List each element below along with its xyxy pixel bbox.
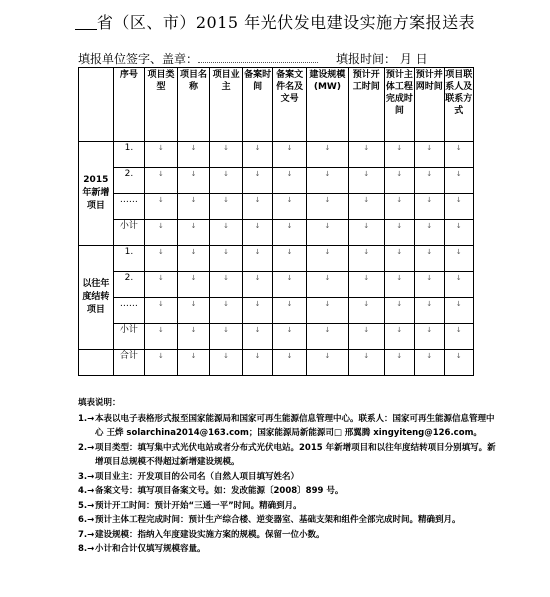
table-cell[interactable]: [306, 272, 348, 298]
table-cell[interactable]: [242, 168, 272, 194]
return-mark: ↓: [455, 352, 462, 360]
return-mark: ↓: [455, 144, 462, 152]
return-mark: ↓: [254, 352, 261, 360]
note-number: 7.→: [78, 529, 95, 540]
form-meta: [78, 50, 478, 67]
title-text: 省（区、市）2015 年光伏发电建设实施方案报送表: [96, 13, 476, 32]
table-row: [79, 142, 474, 168]
return-mark: ↓: [190, 248, 197, 256]
table-cell[interactable]: [348, 142, 384, 168]
table-cell[interactable]: [273, 142, 307, 168]
table-cell[interactable]: [145, 220, 178, 246]
table-cell[interactable]: [444, 324, 474, 350]
table-cell[interactable]: [306, 220, 348, 246]
table-cell[interactable]: [273, 194, 307, 220]
table-cell[interactable]: [348, 246, 384, 272]
return-mark: ↓: [286, 352, 293, 360]
column-header: 项目业主: [210, 68, 243, 142]
return-mark: ↓: [396, 144, 403, 152]
table-cell[interactable]: [242, 272, 272, 298]
return-mark: ↓: [223, 300, 230, 308]
return-mark: ↓: [286, 222, 293, 230]
note-number: 5.→: [78, 500, 95, 511]
table-row: [79, 324, 474, 350]
page-title: [0, 10, 550, 33]
return-mark: ↓: [286, 248, 293, 256]
column-header: [79, 68, 114, 142]
return-mark: ↓: [223, 196, 230, 204]
return-mark: ↓: [455, 248, 462, 256]
notes-list: [78, 412, 498, 557]
return-mark: ↓: [223, 274, 230, 282]
table-cell[interactable]: [415, 246, 444, 272]
return-mark: ↓: [455, 196, 462, 204]
row-number: ……: [113, 194, 145, 220]
table-cell[interactable]: [242, 220, 272, 246]
table-cell[interactable]: [273, 168, 307, 194]
table-cell[interactable]: [415, 142, 444, 168]
return-mark: ↓: [223, 144, 230, 152]
total-label: 合计: [113, 350, 145, 376]
table-cell[interactable]: [348, 194, 384, 220]
table-cell[interactable]: [384, 324, 414, 350]
table-cell[interactable]: [210, 168, 243, 194]
column-header: 项目类型: [145, 68, 178, 142]
notes-title: 填表说明：: [78, 398, 121, 408]
table-row: [79, 272, 474, 298]
table-cell[interactable]: [210, 298, 243, 324]
note-item: [78, 470, 498, 485]
table-cell[interactable]: [210, 246, 243, 272]
report-table: [78, 67, 474, 376]
table-cell[interactable]: [415, 194, 444, 220]
return-mark: ↓: [455, 300, 462, 308]
column-header: 预计开工时间: [348, 68, 384, 142]
table-cell[interactable]: [210, 220, 243, 246]
return-mark: ↓: [223, 326, 230, 334]
return-mark: ↓: [158, 248, 164, 256]
table-cell[interactable]: [177, 272, 210, 298]
return-mark: ↓: [190, 352, 197, 360]
table-cell[interactable]: [177, 194, 210, 220]
row-number: 小计: [113, 324, 145, 350]
return-mark: ↓: [455, 170, 462, 178]
return-mark: ↓: [158, 170, 164, 178]
return-mark: ↓: [223, 248, 230, 256]
table-row: [79, 220, 474, 246]
note-item: [78, 542, 498, 557]
note-text: 预计主体工程完成时间：预计生产综合楼、逆变器室、基础支架和组件全部完成时间。精确到月。: [95, 515, 461, 525]
table-cell[interactable]: [306, 350, 348, 376]
table-cell[interactable]: [306, 142, 348, 168]
table-cell[interactable]: [242, 350, 272, 376]
return-mark: ↓: [190, 196, 197, 204]
column-header: 预计主体工程完成时间: [384, 68, 414, 142]
row-number: 2.: [113, 272, 145, 298]
return-mark: ↓: [324, 170, 331, 178]
return-mark: ↓: [324, 144, 331, 152]
table-cell[interactable]: [273, 350, 307, 376]
table-cell[interactable]: [177, 168, 210, 194]
return-mark: ↓: [190, 144, 197, 152]
return-mark: ↓: [363, 144, 370, 152]
return-mark: ↓: [426, 326, 433, 334]
table-cell[interactable]: [306, 168, 348, 194]
table-cell[interactable]: [415, 324, 444, 350]
table-cell[interactable]: [177, 298, 210, 324]
table-cell[interactable]: [242, 194, 272, 220]
return-mark: ↓: [286, 196, 293, 204]
table-cell[interactable]: [210, 324, 243, 350]
return-mark: ↓: [190, 326, 197, 334]
return-mark: ↓: [426, 222, 433, 230]
return-mark: ↓: [254, 196, 261, 204]
table-cell[interactable]: [273, 246, 307, 272]
note-text: 小计和合计仅填写规模容量。: [95, 544, 206, 554]
table-cell[interactable]: [384, 168, 414, 194]
table-cell[interactable]: [306, 324, 348, 350]
return-mark: ↓: [363, 170, 370, 178]
return-mark: ↓: [324, 248, 331, 256]
table-cell[interactable]: [384, 142, 414, 168]
table-cell[interactable]: [273, 220, 307, 246]
row-number: ……: [113, 298, 145, 324]
return-mark: ↓: [158, 274, 164, 282]
note-item: [78, 528, 498, 543]
note-text: 建设规模：指纳入年度建设实施方案的规模。保留一位小数。: [95, 529, 325, 540]
note-number: 6.→: [78, 515, 95, 525]
return-mark: ↓: [396, 274, 403, 282]
note-item: [78, 499, 498, 514]
table-cell[interactable]: [348, 298, 384, 324]
note-number: 3.→: [78, 471, 95, 482]
return-mark: ↓: [455, 222, 462, 230]
table-cell[interactable]: [145, 246, 178, 272]
return-mark: ↓: [324, 274, 331, 282]
return-mark: ↓: [363, 196, 370, 204]
table-cell[interactable]: [177, 324, 210, 350]
table-cell[interactable]: [145, 324, 178, 350]
note-number: 4.→: [78, 486, 95, 496]
table-cell[interactable]: [444, 350, 474, 376]
table-cell: [79, 350, 114, 376]
return-mark: ↓: [190, 222, 197, 230]
return-mark: ↓: [363, 326, 370, 334]
return-mark: ↓: [396, 326, 403, 334]
table-cell[interactable]: [348, 324, 384, 350]
table-cell[interactable]: [415, 168, 444, 194]
return-mark: ↓: [426, 144, 433, 152]
return-mark: ↓: [223, 170, 230, 178]
header-row: [79, 68, 474, 142]
note-item: [78, 513, 498, 528]
return-mark: ↓: [286, 170, 293, 178]
table-cell[interactable]: [145, 272, 178, 298]
table-cell[interactable]: [384, 350, 414, 376]
table-cell[interactable]: [177, 220, 210, 246]
table-cell[interactable]: [384, 272, 414, 298]
return-mark: ↓: [190, 300, 197, 308]
return-mark: ↓: [396, 196, 403, 204]
table-cell[interactable]: [415, 350, 444, 376]
table-cell[interactable]: [145, 298, 178, 324]
return-mark: ↓: [363, 352, 370, 360]
table-cell[interactable]: [242, 298, 272, 324]
group-label: 2015年新增项目: [79, 142, 114, 246]
return-mark: ↓: [158, 196, 164, 204]
table-cell[interactable]: [306, 246, 348, 272]
table-cell[interactable]: [177, 350, 210, 376]
table-cell[interactable]: [444, 272, 474, 298]
table-cell[interactable]: [145, 142, 178, 168]
return-mark: ↓: [254, 170, 261, 178]
return-mark: ↓: [254, 274, 261, 282]
table-cell[interactable]: [384, 194, 414, 220]
table-cell[interactable]: [210, 272, 243, 298]
total-row: [79, 350, 474, 376]
return-mark: ↓: [426, 300, 433, 308]
table-cell[interactable]: [145, 194, 178, 220]
table-cell[interactable]: [444, 168, 474, 194]
table-cell[interactable]: [384, 298, 414, 324]
table-cell[interactable]: [273, 324, 307, 350]
table-cell[interactable]: [348, 220, 384, 246]
return-mark: ↓: [426, 352, 433, 360]
return-mark: ↓: [158, 300, 164, 308]
table-row: [79, 194, 474, 220]
return-mark: ↓: [254, 248, 261, 256]
column-header: 项目联系人及联系方式: [444, 68, 474, 142]
region-blank: [75, 15, 97, 30]
return-mark: ↓: [190, 274, 197, 282]
return-mark: ↓: [324, 300, 331, 308]
return-mark: ↓: [158, 326, 164, 334]
row-number: 2.: [113, 168, 145, 194]
table-cell[interactable]: [444, 142, 474, 168]
return-mark: ↓: [324, 352, 331, 360]
return-mark: ↓: [363, 300, 370, 308]
table-body: [79, 142, 474, 376]
return-mark: ↓: [396, 300, 403, 308]
return-mark: ↓: [363, 274, 370, 282]
column-header: 建设规模(MW): [306, 68, 348, 142]
table-cell[interactable]: [145, 168, 178, 194]
table-cell[interactable]: [415, 272, 444, 298]
return-mark: ↓: [426, 170, 433, 178]
column-header: 备案文件名及文号: [273, 68, 307, 142]
table-cell[interactable]: [444, 298, 474, 324]
return-mark: ↓: [363, 248, 370, 256]
note-text: 备案文号：填写项目备案文号。如：发改能源〔2008〕899 号。: [95, 486, 344, 496]
table-cell[interactable]: [306, 194, 348, 220]
table-cell[interactable]: [444, 220, 474, 246]
note-number: 8.→: [78, 544, 95, 554]
return-mark: ↓: [324, 196, 331, 204]
table-cell[interactable]: [177, 142, 210, 168]
table-cell[interactable]: [242, 246, 272, 272]
return-mark: ↓: [426, 196, 433, 204]
return-mark: ↓: [396, 248, 403, 256]
return-mark: ↓: [158, 144, 164, 152]
return-mark: ↓: [396, 352, 403, 360]
table-row: [79, 168, 474, 194]
return-mark: ↓: [324, 326, 331, 334]
return-mark: ↓: [254, 300, 261, 308]
table-cell[interactable]: [444, 194, 474, 220]
table-cell[interactable]: [210, 194, 243, 220]
note-text: 项目业主：开发项目的公司名（自然人项目填写姓名）: [95, 471, 300, 482]
note-number: 2.→: [78, 442, 95, 453]
row-number: 小计: [113, 220, 145, 246]
table-cell[interactable]: [384, 220, 414, 246]
column-header: 预计并网时间: [415, 68, 444, 142]
return-mark: ↓: [190, 170, 197, 178]
note-text: 预计开工时间：预计开始“三通一平”时间。精确到月。: [95, 500, 302, 511]
return-mark: ↓: [286, 326, 293, 334]
table-cell[interactable]: [306, 298, 348, 324]
return-mark: ↓: [426, 248, 433, 256]
column-header: 序号: [113, 68, 145, 142]
fill-time-label: 填报时间： 月 日: [336, 52, 428, 66]
table-cell[interactable]: [145, 350, 178, 376]
table-cell[interactable]: [242, 324, 272, 350]
notes-section: [78, 396, 498, 557]
return-mark: ↓: [286, 274, 293, 282]
return-mark: ↓: [363, 222, 370, 230]
note-item: [78, 441, 498, 470]
unit-label: 填报单位签字、盖章：: [78, 52, 199, 66]
group-label: 以往年度结转项目: [79, 246, 114, 350]
row-number: 1.: [113, 246, 145, 272]
table-cell[interactable]: [348, 350, 384, 376]
row-number: 1.: [113, 142, 145, 168]
table-row: [79, 298, 474, 324]
table-cell[interactable]: [210, 350, 243, 376]
return-mark: ↓: [223, 222, 230, 230]
table-cell[interactable]: [242, 142, 272, 168]
table-cell[interactable]: [348, 272, 384, 298]
note-item: [78, 412, 498, 441]
return-mark: ↓: [223, 352, 230, 360]
note-number: 1.→: [78, 413, 95, 424]
return-mark: ↓: [286, 300, 293, 308]
note-text: 本表以电子表格形式报至国家能源局和国家可再生能源信息管理中心。联系人：国家可再生能源信息管理中心 王烨 solarchina2014@163.com；国家能源局新能源司□ 邢翼腾 xingyiteng@126.com。: [95, 413, 495, 438]
return-mark: ↓: [254, 326, 261, 334]
table-cell[interactable]: [177, 246, 210, 272]
table-cell[interactable]: [415, 220, 444, 246]
note-text: 项目类型：填写集中式光伏电站或者分布式光伏电站。2015 年新增项目和以往年度结转项目分别填写。新增项目总规模不得超过新增建设规模。: [95, 442, 496, 467]
return-mark: ↓: [324, 222, 331, 230]
note-item: [78, 484, 498, 499]
return-mark: ↓: [396, 170, 403, 178]
return-mark: ↓: [455, 326, 462, 334]
table-cell[interactable]: [210, 142, 243, 168]
return-mark: ↓: [158, 222, 164, 230]
table-cell[interactable]: [384, 246, 414, 272]
return-mark: ↓: [396, 222, 403, 230]
table-cell[interactable]: [415, 298, 444, 324]
return-mark: ↓: [286, 144, 293, 152]
return-mark: ↓: [158, 352, 164, 360]
signature-line[interactable]: [198, 53, 318, 63]
table-cell[interactable]: [348, 168, 384, 194]
return-mark: ↓: [254, 222, 261, 230]
table-cell[interactable]: [273, 298, 307, 324]
column-header: 备案时间: [242, 68, 272, 142]
return-mark: ↓: [426, 274, 433, 282]
return-mark: ↓: [455, 274, 462, 282]
table-row: [79, 246, 474, 272]
column-header: 项目名称: [177, 68, 210, 142]
return-mark: ↓: [254, 144, 261, 152]
table-cell[interactable]: [444, 246, 474, 272]
table-cell[interactable]: [273, 272, 307, 298]
